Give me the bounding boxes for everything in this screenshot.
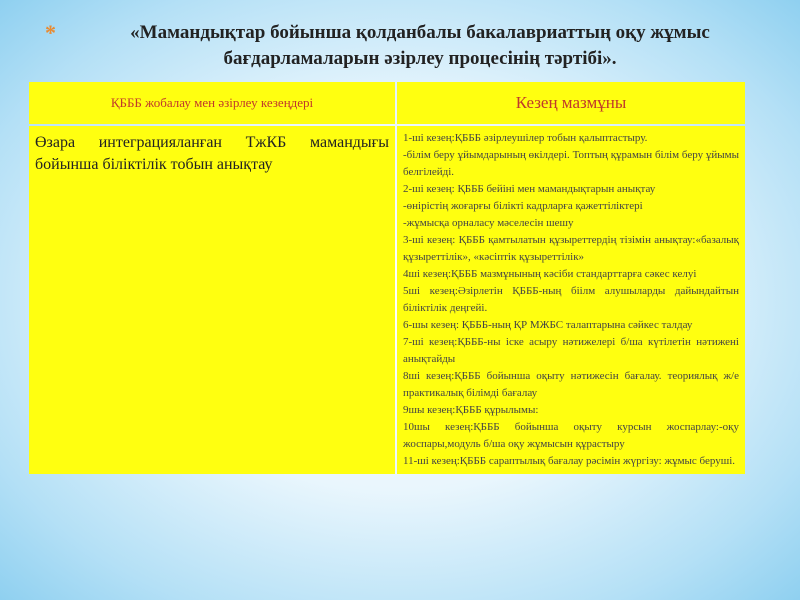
content-line: 2-ші кезең: ҚБББ бейіні мен мамандықтарын анықтау [403, 183, 656, 195]
table-row [29, 126, 745, 474]
title-text [110, 20, 710, 72]
content-line: 11-ші кезең:ҚБББ сараптылық бағалау рәсімін жүргізу: жұмыс беруші. [403, 455, 736, 467]
content-line: 7-ші кезең:ҚБББ-ны іске асыру нәтижелері б/ша күтілетін нәтижені анықтайды [403, 336, 739, 365]
slide-title [40, 20, 780, 72]
stages-table [27, 80, 747, 476]
content-line: 10шы кезең:ҚБББ бойынша оқыту курсын жоспарлау:-оқу жоспары,модуль б/ша оқу жұмысын құрастыру [403, 421, 739, 450]
content-line: -жұмысқа орналасу мәселесін шешу [403, 217, 574, 229]
content-line: 8ші кезең:ҚБББ бойынша оқыту нәтижесін бағалау. теориялық ж/е практикалық білімді бағалау [403, 370, 739, 399]
title-line-2: бағдарламаларын әзірлеу процесінің тәртібі». [223, 48, 617, 69]
title-line-1: «Мамандықтар бойынша қолданбалы бакалавриаттың оқу жұмыс [130, 22, 710, 43]
table-header-row [29, 82, 745, 124]
content-line: 3-ші кезең: ҚБББ қамтылатын құзыреттердің тізімін анықтау:«базалық құзыреттілік», «кәсіптік құзыреттілік» [403, 234, 739, 263]
content-line: 1-ші кезең:ҚБББ әзірлеушілер тобын қалыптастыру. [403, 132, 648, 144]
content-line: -білім беру ұйымдарының өкілдері. Топтың құрамын білім беру ұйымы белгілейді. [403, 149, 739, 178]
content-line: 6-шы кезең: ҚБББ-ның ҚР МЖБС талаптарына сәйкес талдау [403, 319, 693, 331]
content-line: 5ші кезең:Әзірлетін ҚБББ-ның біілм алушыларды дайындайтын біліктілік деңгейі. [403, 285, 739, 314]
content-line: 9шы кезең:ҚБББ құрылымы: [403, 404, 539, 416]
content-line: 4ші кезең:ҚБББ мазмұнының кәсіби стандарттарға сәкес келуі [403, 268, 697, 280]
stage-content-cell [397, 126, 745, 474]
header-content: Кезең мазмұны [397, 82, 745, 124]
asterisk-bullet-icon: * [45, 20, 56, 45]
stage-description-cell: Өзара интеграцияланған ТжКБ мамандығы бойынша біліктілік тобын анықтау [29, 126, 395, 474]
header-stages: ҚБББ жобалау мен әзірлеу кезеңдері [29, 82, 395, 124]
content-line: -өнірістің жоғарғы білікті кадрларға қажеттіліктері [403, 200, 643, 212]
